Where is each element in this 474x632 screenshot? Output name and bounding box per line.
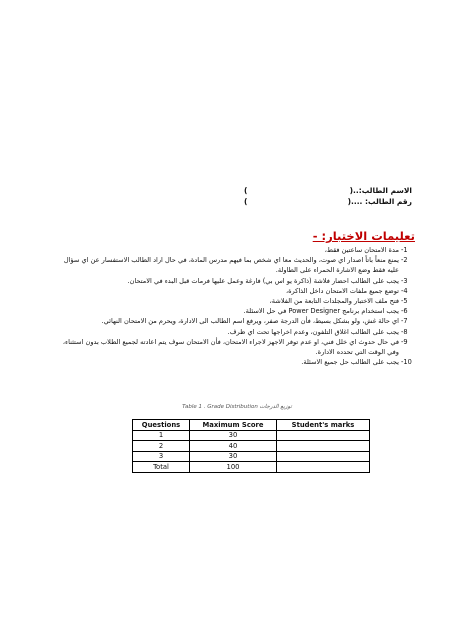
instruction-item	[60, 327, 415, 337]
instruction-number: -10	[401, 358, 412, 367]
student-id-close-paren: )	[244, 197, 248, 206]
instruction-text: توضع جميع ملفات الامتحان داخل الذاكرة،	[285, 286, 399, 295]
max-score-cell: 30	[190, 451, 277, 462]
total-max-score-cell: 100	[190, 462, 277, 473]
student-id-line	[244, 197, 412, 210]
instruction-text: يجب على الطالب احضار فلاشة (ذاكرة يو اس بي) فارغة وعمل عليها فرمات قبل البدء في الامتحان.	[127, 276, 399, 285]
table-row	[133, 451, 370, 462]
instruction-item	[60, 276, 415, 286]
instruction-number: -8	[401, 327, 408, 336]
question-cell: 3	[133, 451, 190, 462]
student-name-close-paren: )	[244, 186, 248, 195]
instruction-item	[60, 337, 415, 357]
table-header-row	[133, 420, 370, 431]
instruction-item	[60, 286, 415, 296]
total-label-cell: Total	[133, 462, 190, 473]
instruction-number: -6	[401, 307, 408, 316]
instruction-item	[60, 316, 415, 326]
instruction-number: -7	[401, 317, 408, 326]
header-students-marks: Student's marks	[277, 420, 370, 431]
instruction-text: يجب على الطالب حل جميع الاسئلة.	[301, 358, 399, 367]
instruction-number: -9	[401, 337, 408, 346]
question-cell: 1	[133, 430, 190, 441]
instruction-item	[60, 245, 415, 255]
instruction-number: -5	[401, 297, 408, 306]
student-id-label: رقم الطالب: ....(	[347, 197, 412, 206]
question-cell: 2	[133, 441, 190, 452]
instructions-list	[60, 245, 415, 367]
max-score-cell: 30	[190, 430, 277, 441]
instruction-text: مدة الامتحان ساعتين فقط،	[324, 246, 399, 254]
instruction-text: اي حالة غش، ولو بشكل بسيط، فأن الدرجة صفر، ويرفع اسم الطالب الى الادارة، ويحرم من الامتحان النهائي.	[101, 317, 399, 326]
instruction-item	[60, 306, 415, 316]
instruction-item	[60, 357, 415, 367]
instruction-number: -2	[401, 256, 408, 265]
instruction-item	[60, 255, 415, 275]
instructions-title: تعليمات الاختبار: -	[312, 229, 415, 243]
student-marks-cell[interactable]	[277, 441, 370, 452]
table-row-total	[133, 462, 370, 473]
instruction-text: فتح ملف الاختبار والمجلدات التابعة من الفلاشة،	[269, 297, 399, 306]
grade-distribution-table	[132, 419, 370, 473]
instruction-number: -4	[401, 286, 408, 295]
student-name-label: الاسم الطالب:..(	[349, 186, 412, 195]
instruction-text: في حال حدوث اي خلل فني، او عدم توفر الاجهز لاجراء الامتحان، فأن الامتحان سوف يتم اعادته لجميع الطلاب بدون استثناء، وفي الوقت التي تحدده الادارة.	[62, 337, 399, 357]
instruction-text: يجب استخدام برنامج Power Designer في حل الاسئلة.	[243, 307, 399, 316]
total-student-marks-cell[interactable]	[277, 462, 370, 473]
instruction-text: يجب على الطالب اغلاق التلفون، وعدم اخراجها تحت اي ظرف.	[227, 327, 399, 336]
student-marks-cell[interactable]	[277, 430, 370, 441]
header-maximum-score: Maximum Score	[190, 420, 277, 431]
table-row	[133, 430, 370, 441]
student-marks-cell[interactable]	[277, 451, 370, 462]
table-caption: Table 1 . Grade Distribution توزيع الدرجات	[182, 404, 292, 410]
instruction-text: يمنع منعاً باتاً اصدار اي صوت، والحديث معا اي شخص بما فيهم مدرس المادة، في حال اراد الطالب الاستفسار عن اي سؤال عليه فقط وضع الاشارة الحمراء على الطاولة.	[63, 256, 399, 275]
instruction-number: -1	[401, 246, 408, 254]
max-score-cell: 40	[190, 441, 277, 452]
instruction-number: -3	[401, 276, 408, 285]
header-questions: Questions	[133, 420, 190, 431]
instruction-item	[60, 296, 415, 306]
table-row	[133, 441, 370, 452]
